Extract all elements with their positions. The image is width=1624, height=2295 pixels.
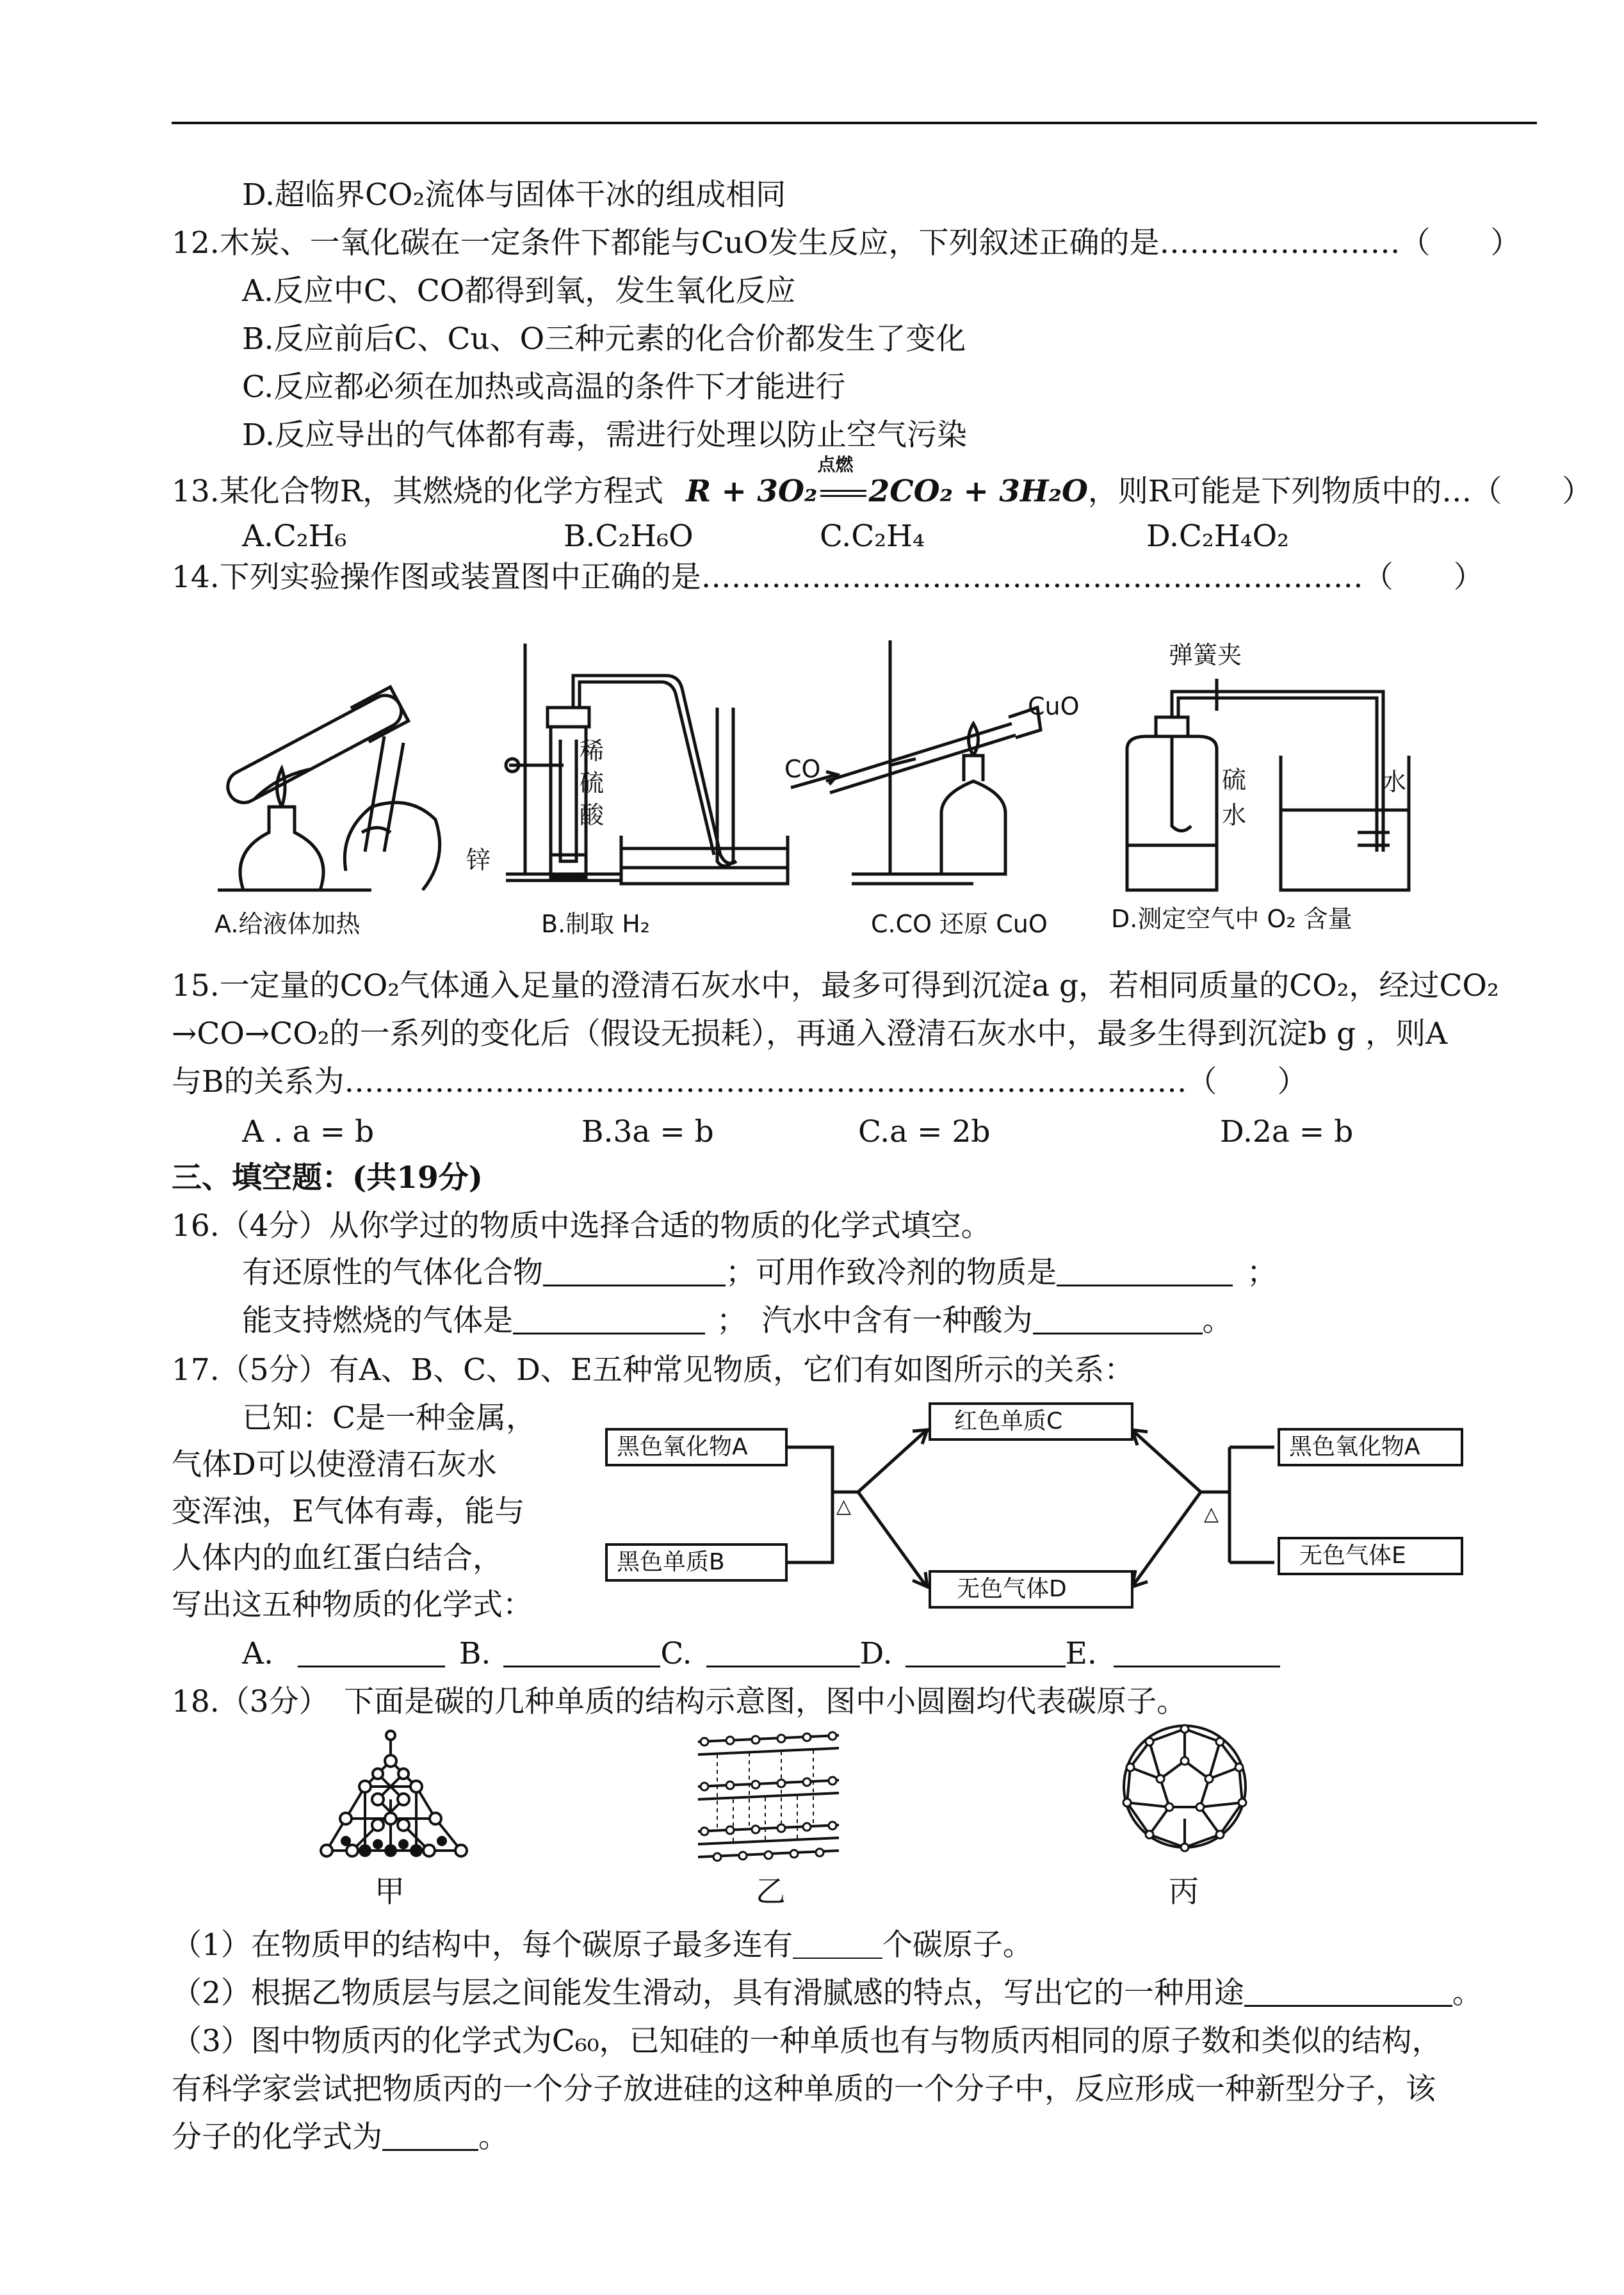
q17-blank-d[interactable] (905, 1637, 1066, 1667)
q16-text-2c: 。 (1202, 1303, 1233, 1338)
q12-stem-line (172, 224, 1521, 263)
q12-option-b: B.反应前后C、Cu、O三种元素的化合价都发生了变化 (242, 321, 966, 357)
q17-box-b-left: 黑色单质B (605, 1543, 788, 1582)
q18-sub2-text: （2）根据乙物质层与层之间能发生滑动，具有滑腻感的特点，写出它的一种用途 (172, 1975, 1244, 2011)
q17-answer-label-b: B. (459, 1636, 491, 1671)
q11-option-d: D.超临界CO₂流体与固体干冰的组成相同 (242, 177, 786, 213)
q13-option-c: C.C₂H₄ (820, 519, 925, 554)
q13-option-d: D.C₂H₄O₂ (1146, 519, 1289, 554)
q13-equation (686, 454, 1088, 511)
q14-caption-a: A.给液体加热 (215, 910, 361, 938)
q13-condition: 点燃 (817, 454, 854, 475)
q14-label-sulfur-2: 水 (1222, 801, 1247, 829)
q16-blank-combustion-gas[interactable] (513, 1304, 705, 1334)
q17-blank-e[interactable] (1114, 1637, 1280, 1667)
q14-answer-paren[interactable]: （ ） (1363, 560, 1484, 595)
q17-box-d-bottom: 无色气体D (929, 1570, 1133, 1609)
q17-heat-symbol-right: △ (1204, 1503, 1219, 1525)
q17-text-1: 已知：C是一种金属， (242, 1400, 536, 1436)
header-rule (172, 122, 1537, 124)
q17-answer-label-d: D. (859, 1636, 893, 1671)
q14-stem-line (172, 558, 1484, 597)
q15-line-3 (172, 1063, 1308, 1101)
q14-label-cuo: CuO (1028, 692, 1080, 720)
q17-answer-label-e: E. (1065, 1636, 1097, 1671)
q18-sub-2 (172, 1974, 1482, 2013)
q18-label-diamond: 甲 (375, 1874, 405, 1910)
q17-text-3: 变浑浊，E气体有毒，能与 (172, 1494, 525, 1529)
q18-structure-graphite (692, 1726, 845, 1873)
q18-blank-use[interactable] (1244, 1977, 1452, 2007)
q12-answer-paren[interactable]: （ ） (1400, 225, 1521, 261)
q13-stem-suffix: ，则R可能是下列物质中的… (1087, 474, 1472, 509)
q12-dots: …………………… (1159, 225, 1401, 261)
q15-option-d: D.2a = b (1220, 1114, 1354, 1149)
q12-option-c: C.反应都必须在加热或高温的条件下才能进行 (242, 369, 846, 405)
q17-answer-label-a: A. (242, 1636, 273, 1671)
q17-heat-symbol-left: △ (836, 1495, 852, 1518)
q18-structure-c60 (1114, 1716, 1255, 1857)
q15-option-a: A . a = b (242, 1114, 375, 1149)
q18-sub1-text-b: 个碳原子。 (882, 1927, 1033, 1963)
q12-option-a: A.反应中C、CO都得到氧，发生氧化反应 (242, 273, 796, 309)
q13-equation-right: 2CO₂ + 3H₂O (868, 474, 1088, 509)
q18-sub3-end: 。 (478, 2120, 508, 2155)
q14-figure-a (192, 640, 461, 909)
q16-text-1a: 有还原性的气体化合物 (242, 1255, 543, 1290)
q13-option-a: A.C₂H₆ (242, 519, 347, 554)
q13-stem-line (172, 454, 1593, 511)
q14-label-co: CO (784, 755, 821, 783)
q14-stem: 14.下列实验操作图或装置图中正确的是 (172, 560, 701, 595)
q17-box-e-right: 无色气体E (1278, 1537, 1463, 1575)
q14-label-clip: 弹簧夹 (1169, 641, 1242, 669)
q16-text-1c: ； (1247, 1255, 1277, 1290)
q15-dots: ………………………………………………………………………… (344, 1064, 1187, 1099)
q16-blank-reducing-gas[interactable] (543, 1256, 726, 1286)
q15-line-2: →CO→CO₂的一系列的变化后（假设无损耗），再通入澄清石灰水中，最多生得到沉淀b g ，则A (172, 1016, 1448, 1051)
q12-stem: 12.木炭、一氧化碳在一定条件下都能与CuO发生反应，下列叙述正确的是 (172, 225, 1160, 261)
q13-equation-arrow (817, 454, 869, 500)
q14-dots: ………………………………………………………… (701, 560, 1363, 595)
q16-text-1b: ；可用作致冷剂的物质是 (726, 1255, 1057, 1290)
q12-option-d: D.反应导出的气体都有毒，需进行处理以防止空气污染 (242, 418, 967, 453)
q17-blank-a[interactable] (298, 1637, 445, 1667)
q16-text-2b: ； 汽水中含有一种酸为 (717, 1303, 1033, 1338)
q17-box-a-right: 黑色氧化物A (1278, 1428, 1463, 1466)
q16-stem: 16.（4分）从你学过的物质中选择合适的物质的化学式填空。 (172, 1208, 991, 1244)
q13-equation-left: R + 3O₂ (686, 474, 818, 509)
q14-caption-c: C.CO 还原 CuO (871, 910, 1048, 938)
q15-line-1: 15.一定量的CO₂气体通入足量的澄清石灰水中，最多可得到沉淀a g，若相同质量的CO₂，经过CO₂ (172, 968, 1499, 1003)
q18-sub-3-line-3 (172, 2118, 508, 2157)
q17-answers (242, 1635, 1280, 1673)
q17-text-2: 气体D可以使澄清石灰水 (172, 1447, 497, 1482)
q13-stem-prefix: 13.某化合物R，其燃烧的化学方程式 (172, 474, 664, 509)
q15-option-b: B.3a = b (581, 1114, 714, 1149)
q14-label-acid-2: 硫 (580, 769, 605, 797)
q18-blank-formula[interactable] (382, 2121, 478, 2151)
q18-sub-3-line-1: （3）图中物质丙的化学式为C₆₀，已知硅的一种单质也有与物质丙相同的原子数和类似的结构， (172, 2023, 1442, 2059)
q17-stem: 17.（5分）有A、B、C、D、E五种常见物质，它们有如图所示的关系： (172, 1352, 1135, 1388)
q14-label-water: 水 (1382, 768, 1407, 796)
q13-answer-paren[interactable]: （ ） (1472, 474, 1593, 509)
q18-sub2-end: 。 (1452, 1975, 1482, 2011)
q17-text-5: 写出这五种物质的化学式： (172, 1587, 533, 1623)
q16-blank-acid[interactable] (1033, 1304, 1203, 1334)
q17-box-c-top: 红色单质C (929, 1402, 1133, 1441)
q16-blank-refrigerant[interactable] (1057, 1256, 1233, 1286)
q18-blank-bonds[interactable] (793, 1929, 882, 1959)
q14-label-acid-1: 稀 (580, 737, 605, 765)
q17-box-a-left: 黑色氧化物A (605, 1428, 788, 1466)
q17-blank-b[interactable] (503, 1637, 660, 1667)
q14-caption-b: B.制取 H₂ (541, 910, 651, 938)
q17-text-4: 人体内的血红蛋白结合， (172, 1541, 503, 1576)
q18-sub1-text-a: （1）在物质甲的结构中，每个碳原子最多连有 (172, 1927, 793, 1963)
q15-option-c: C.a = 2b (858, 1114, 991, 1149)
q14-figure-d (1089, 640, 1422, 903)
q15-answer-paren[interactable]: （ ） (1187, 1064, 1308, 1099)
q18-sub3-text: 分子的化学式为 (172, 2120, 382, 2155)
q14-caption-d: D.测定空气中 O₂ 含量 (1111, 905, 1352, 933)
q16-line-1 (242, 1254, 1277, 1292)
q14-label-acid-3: 酸 (580, 801, 605, 829)
q14-figure-b (467, 631, 807, 900)
q16-text-2a: 能支持燃烧的气体是 (242, 1303, 513, 1338)
q18-structure-diamond (307, 1723, 487, 1876)
q18-stem: 18.（3分） 下面是碳的几种单质的结构示意图，图中小圆圈均代表碳原子。 (172, 1684, 1187, 1719)
section-3-title: 三、填空题：(共19分) (172, 1160, 483, 1196)
q14-figure-c (788, 628, 1063, 896)
q17-answer-label-c: C. (660, 1636, 692, 1671)
q14-label-sulfur-1: 硫 (1222, 766, 1247, 794)
q18-sub-1 (172, 1926, 1033, 1965)
q14-label-zinc: 锌 (466, 846, 491, 874)
q15-stem-end: 与B的关系为 (172, 1064, 345, 1099)
q18-label-graphite: 乙 (756, 1874, 786, 1910)
q18-label-c60: 丙 (1169, 1874, 1199, 1910)
q17-blank-c[interactable] (706, 1637, 860, 1667)
q18-sub-3-line-2: 有科学家尝试把物质丙的一个分子放进硅的这种单质的一个分子中，反应形成一种新型分子，该 (172, 2072, 1436, 2107)
q13-option-b: B.C₂H₆O (564, 519, 694, 554)
q16-line-2 (242, 1302, 1233, 1340)
